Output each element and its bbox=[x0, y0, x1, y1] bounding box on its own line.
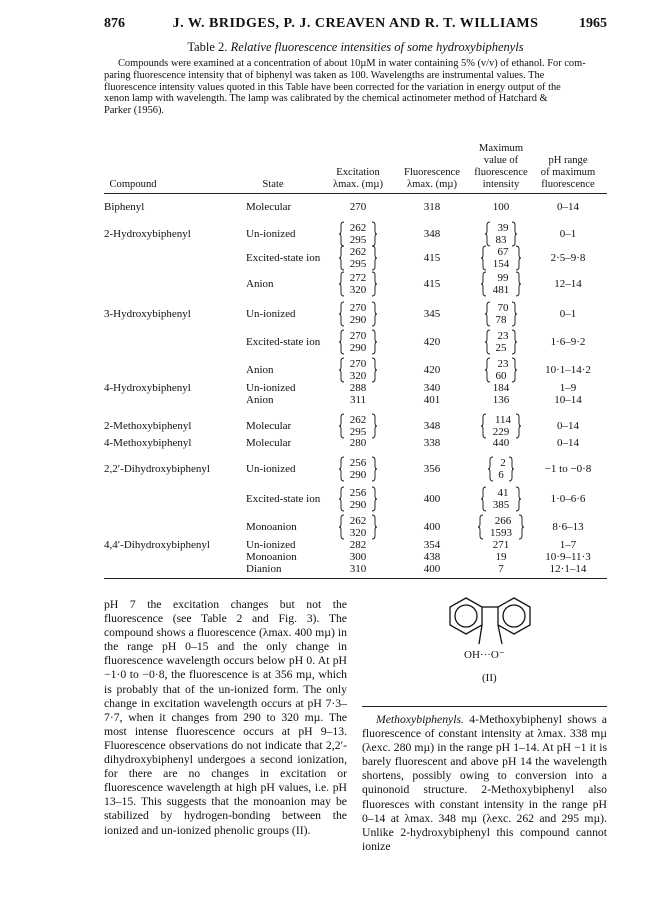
structure-rule bbox=[362, 706, 607, 707]
table-number: Table 2. bbox=[187, 40, 228, 54]
right-brace-icon bbox=[511, 221, 517, 247]
cell-fluorescence: 400 bbox=[423, 563, 441, 575]
cell-ph-range: 0–1 bbox=[559, 228, 577, 240]
cell-state: Molecular bbox=[246, 201, 292, 213]
right-brace-icon bbox=[371, 413, 377, 439]
right-brace-icon bbox=[518, 514, 524, 540]
structure-label: OH···O⁻ bbox=[464, 649, 505, 661]
right-brace-icon bbox=[511, 329, 517, 355]
cell-ph-range: 10·9–11·3 bbox=[545, 551, 591, 563]
cell-excitation: 262 bbox=[349, 515, 367, 527]
structure-diagram bbox=[430, 588, 560, 688]
cell-excitation: 262 bbox=[349, 246, 367, 258]
cell-intensity: 100 bbox=[492, 201, 510, 213]
cell-ph-range: 10–14 bbox=[554, 394, 582, 406]
cell-intensity: 229 bbox=[492, 426, 510, 438]
cell-excitation: 256 bbox=[349, 487, 367, 499]
table-note-line: xenon lamp with wavelength. The lamp was calibrated by the chemical actinometer method of Hatchard & bbox=[104, 93, 548, 105]
cell-intensity: 41 bbox=[497, 487, 509, 499]
cell-state: Un-ionized bbox=[246, 463, 296, 475]
col-ph-3: fluorescence bbox=[541, 179, 595, 190]
right-brace-icon bbox=[371, 221, 377, 247]
cell-fluorescence: 356 bbox=[423, 463, 441, 475]
cell-ph-range: 0–14 bbox=[557, 420, 579, 432]
cell-excitation: 270 bbox=[349, 302, 367, 314]
col-fluorescence: Fluorescence bbox=[404, 167, 460, 178]
col-intensity-3: fluorescence bbox=[474, 167, 528, 178]
cell-excitation: 295 bbox=[349, 426, 367, 438]
right-brace-icon bbox=[515, 413, 521, 439]
cell-excitation: 262 bbox=[349, 222, 367, 234]
cell-intensity: 70 bbox=[497, 302, 509, 314]
col-excitation: Excitation bbox=[336, 167, 380, 178]
table-header-rule bbox=[104, 193, 607, 194]
left-brace-icon bbox=[339, 357, 345, 383]
cell-state: Un-ionized bbox=[246, 228, 296, 240]
col-fluorescence-unit: λmax. (mµ) bbox=[406, 179, 458, 190]
cell-intensity: 440 bbox=[492, 437, 510, 449]
cell-intensity: 39 bbox=[497, 222, 509, 234]
cell-excitation: 295 bbox=[349, 234, 367, 246]
cell-compound: 3-Hydroxybiphenyl bbox=[104, 308, 191, 320]
cell-ph-range: 1·6–9·2 bbox=[550, 336, 586, 348]
cell-ph-range: −1 to −0·8 bbox=[544, 463, 592, 475]
running-authors: J. W. BRIDGES, P. J. CREAVEN AND R. T. WILLIAMS bbox=[172, 16, 539, 31]
right-brace-icon bbox=[371, 271, 377, 297]
cell-state: Excited-state ion bbox=[246, 493, 321, 505]
cell-intensity: 25 bbox=[495, 342, 507, 354]
left-brace-icon bbox=[339, 514, 345, 540]
col-excitation-unit: λmax. (mµ) bbox=[332, 179, 384, 190]
cell-excitation: 320 bbox=[349, 284, 367, 296]
cell-excitation: 262 bbox=[349, 414, 367, 426]
body-text-left bbox=[104, 598, 347, 838]
cell-fluorescence: 420 bbox=[423, 364, 441, 376]
table-caption bbox=[104, 40, 607, 55]
cell-state: Anion bbox=[246, 394, 274, 406]
cell-fluorescence: 348 bbox=[423, 420, 441, 432]
cell-excitation: 320 bbox=[349, 370, 367, 382]
cell-state: Anion bbox=[246, 364, 274, 376]
cell-fluorescence: 345 bbox=[423, 308, 441, 320]
cell-excitation: 290 bbox=[349, 314, 367, 326]
cell-compound: 2-Hydroxybiphenyl bbox=[104, 228, 191, 240]
col-compound: Compound bbox=[109, 179, 157, 190]
cell-fluorescence: 438 bbox=[423, 551, 441, 563]
cell-intensity: 154 bbox=[492, 258, 510, 270]
left-brace-icon bbox=[339, 221, 345, 247]
cell-intensity: 136 bbox=[492, 394, 510, 406]
cell-intensity: 184 bbox=[492, 382, 510, 394]
cell-ph-range: 10·1–14·2 bbox=[545, 364, 591, 376]
table-bottom-rule bbox=[104, 578, 607, 579]
left-brace-icon bbox=[339, 413, 345, 439]
cell-ph-range: 1–7 bbox=[559, 539, 577, 551]
running-header bbox=[104, 16, 607, 34]
cell-excitation: 270 bbox=[349, 330, 367, 342]
right-brace-icon bbox=[371, 456, 377, 482]
left-brace-icon bbox=[481, 413, 487, 439]
cell-intensity: 271 bbox=[492, 539, 510, 551]
cell-intensity: 385 bbox=[492, 499, 510, 511]
col-state: State bbox=[262, 179, 284, 190]
cell-ph-range: 8·6–13 bbox=[552, 521, 584, 533]
left-brace-icon bbox=[339, 486, 345, 512]
left-brace-icon bbox=[485, 301, 491, 327]
left-brace-icon bbox=[339, 245, 345, 271]
cell-state: Excited-state ion bbox=[246, 252, 321, 264]
cell-fluorescence: 400 bbox=[423, 521, 441, 533]
cell-compound: 4-Hydroxybiphenyl bbox=[104, 382, 191, 394]
cell-excitation: 320 bbox=[349, 527, 367, 539]
cell-state: Monoanion bbox=[246, 521, 297, 533]
cell-intensity: 23 bbox=[497, 330, 509, 342]
table-note-line: fluorescence intensity values quoted in this Table have been corrected for the variation in energy output of the bbox=[104, 81, 561, 93]
cell-excitation: 280 bbox=[349, 437, 367, 449]
right-brace-icon bbox=[511, 301, 517, 327]
right-brace-icon bbox=[511, 357, 517, 383]
left-brace-icon bbox=[485, 357, 491, 383]
right-brace-icon bbox=[515, 271, 521, 297]
cell-excitation: 311 bbox=[349, 394, 367, 406]
cell-state: Monoanion bbox=[246, 551, 297, 563]
cell-excitation: 270 bbox=[349, 201, 367, 213]
left-brace-icon bbox=[339, 301, 345, 327]
cell-excitation: 272 bbox=[349, 272, 367, 284]
cell-compound: 2-Methoxybiphenyl bbox=[104, 420, 192, 432]
cell-fluorescence: 340 bbox=[423, 382, 441, 394]
col-intensity-1: Maximum bbox=[478, 143, 524, 154]
table-title: Relative fluorescence intensities of some hydroxybiphenyls bbox=[230, 40, 524, 54]
cell-excitation: 295 bbox=[349, 258, 367, 270]
year: 1965 bbox=[579, 16, 607, 31]
cell-fluorescence: 318 bbox=[423, 201, 441, 213]
cell-intensity: 7 bbox=[498, 563, 504, 575]
cell-fluorescence: 415 bbox=[423, 278, 441, 290]
cell-ph-range: 1·0–6·6 bbox=[550, 493, 586, 505]
cell-fluorescence: 338 bbox=[423, 437, 441, 449]
cell-intensity: 6 bbox=[498, 469, 504, 481]
table-note bbox=[104, 58, 607, 117]
left-brace-icon bbox=[478, 514, 484, 540]
left-brace-icon bbox=[488, 456, 494, 482]
cell-state: Anion bbox=[246, 278, 274, 290]
right-brace-icon bbox=[371, 301, 377, 327]
left-brace-icon bbox=[481, 486, 487, 512]
left-brace-icon bbox=[485, 221, 491, 247]
cell-intensity: 266 bbox=[494, 515, 512, 527]
right-brace-icon bbox=[371, 486, 377, 512]
cell-excitation: 270 bbox=[349, 358, 367, 370]
right-brace-icon bbox=[371, 357, 377, 383]
col-intensity-4: intensity bbox=[482, 179, 520, 190]
cell-fluorescence: 348 bbox=[423, 228, 441, 240]
right-brace-icon bbox=[515, 486, 521, 512]
cell-compound: 4,4′-Dihydroxybiphenyl bbox=[104, 539, 210, 551]
cell-compound: Biphenyl bbox=[104, 201, 145, 213]
cell-ph-range: 12–14 bbox=[554, 278, 582, 290]
right-brace-icon bbox=[371, 329, 377, 355]
right-brace-icon bbox=[371, 245, 377, 271]
cell-excitation: 310 bbox=[349, 563, 367, 575]
left-brace-icon bbox=[339, 329, 345, 355]
cell-excitation: 300 bbox=[349, 551, 367, 563]
table-note-line: paring fluorescence intensity that of biphenyl was taken as 100. Wavelengths are instrumental values. The bbox=[104, 69, 545, 81]
page-number: 876 bbox=[104, 16, 125, 31]
cell-ph-range: 0–14 bbox=[557, 437, 579, 449]
cell-ph-range: 0–1 bbox=[559, 308, 577, 320]
cell-intensity: 78 bbox=[495, 314, 507, 326]
cell-state: Molecular bbox=[246, 420, 292, 432]
body-right-paragraph: 4-Methoxybiphenyl shows a fluorescence of constant intensity at λmax. 338 mµ (λexc. 280 mµ) in the range pH 1–14. At pH −1 it is barely fluorescent and above pH 14 the wavelength shortens, possibly owing to conversion into a quinonoid structure. 2-Methoxybiphenyl also fluoresces with constant intensity in the range pH 0–14 at λmax. 348 mµ (λexc. 262 and 295 mµ). Unlike 2-hydroxybiphenyl this compound cannot ionize bbox=[362, 713, 607, 853]
left-brace-icon bbox=[481, 245, 487, 271]
table-note-line: Parker (1956). bbox=[104, 105, 165, 117]
cell-intensity: 23 bbox=[497, 358, 509, 370]
cell-intensity: 19 bbox=[495, 551, 507, 563]
right-brace-icon bbox=[508, 456, 514, 482]
cell-fluorescence: 354 bbox=[423, 539, 441, 551]
cell-fluorescence: 400 bbox=[423, 493, 441, 505]
cell-fluorescence: 420 bbox=[423, 336, 441, 348]
cell-compound: 2,2′-Dihydroxybiphenyl bbox=[104, 463, 210, 475]
cell-intensity: 83 bbox=[495, 234, 507, 246]
cell-fluorescence: 401 bbox=[423, 394, 441, 406]
cell-intensity: 2 bbox=[500, 457, 506, 469]
cell-intensity: 67 bbox=[497, 246, 509, 258]
cell-intensity: 114 bbox=[494, 414, 512, 426]
cell-state: Un-ionized bbox=[246, 308, 296, 320]
cell-compound: 4-Methoxybiphenyl bbox=[104, 437, 192, 449]
cell-state: Molecular bbox=[246, 437, 292, 449]
cell-ph-range: 2·5–9·8 bbox=[550, 252, 586, 264]
left-brace-icon bbox=[339, 271, 345, 297]
cell-state: Un-ionized bbox=[246, 539, 296, 551]
cell-excitation: 288 bbox=[349, 382, 367, 394]
body-left-paragraph: pH 7 the excitation changes but not the fluorescence (see Table 2 and Fig. 3). The compound shows a fluorescence (λmax. 400 mµ) in the range pH 0–15 and the only change in fluorescence wavelength occurs below pH 0. At pH −1·0 to −0·8, the fluorescence is at 356 mµ, which is probably that of the un-ionized form. The only change in excitation wavelength occurs at pH 7·3–7·7, when it changes from 290 to 320 mµ. The most intense fluorescence occurs at pH 9–13. Fluorescence observations do not indicate that 2,2′-dihydroxybiphenyl undergoes a second ionization, for there are no changes in excitation or fluorescence wavelength at high pH values, i.e. pH 13–15. This suggests that the monoanion may be stabilized by hydrogen-bonding between the ionized and un-ionized phenolic groups (II). bbox=[104, 598, 347, 837]
cell-ph-range: 1–9 bbox=[559, 382, 577, 394]
cell-excitation: 290 bbox=[349, 469, 367, 481]
cell-state: Dianion bbox=[246, 563, 282, 575]
cell-fluorescence: 415 bbox=[423, 252, 441, 264]
cell-intensity: 481 bbox=[492, 284, 510, 296]
right-brace-icon bbox=[515, 245, 521, 271]
cell-excitation: 256 bbox=[349, 457, 367, 469]
cell-excitation: 290 bbox=[349, 499, 367, 511]
col-ph-2: of maximum bbox=[540, 167, 596, 178]
cell-ph-range: 0–14 bbox=[557, 201, 579, 213]
cell-intensity: 60 bbox=[495, 370, 507, 382]
cell-excitation: 282 bbox=[349, 539, 367, 551]
table-note-line: Compounds were examined at a concentration of about 10µM in water containing 5% (v/v) of ethanol. For com- bbox=[118, 58, 586, 69]
structure-caption: (II) bbox=[482, 672, 497, 684]
col-intensity-2: value of bbox=[483, 155, 519, 166]
cell-state: Excited-state ion bbox=[246, 336, 321, 348]
cell-excitation: 290 bbox=[349, 342, 367, 354]
section-heading-methoxybiphenyls: Methoxybiphenyls. bbox=[376, 713, 464, 726]
left-brace-icon bbox=[485, 329, 491, 355]
left-brace-icon bbox=[481, 271, 487, 297]
cell-intensity: 99 bbox=[497, 272, 509, 284]
body-text-right bbox=[362, 713, 607, 854]
cell-intensity: 1593 bbox=[490, 527, 512, 539]
right-brace-icon bbox=[371, 514, 377, 540]
cell-ph-range: 12·1–14 bbox=[549, 563, 587, 575]
cell-state: Un-ionized bbox=[246, 382, 296, 394]
col-ph-1: pH range bbox=[548, 155, 588, 166]
left-brace-icon bbox=[339, 456, 345, 482]
